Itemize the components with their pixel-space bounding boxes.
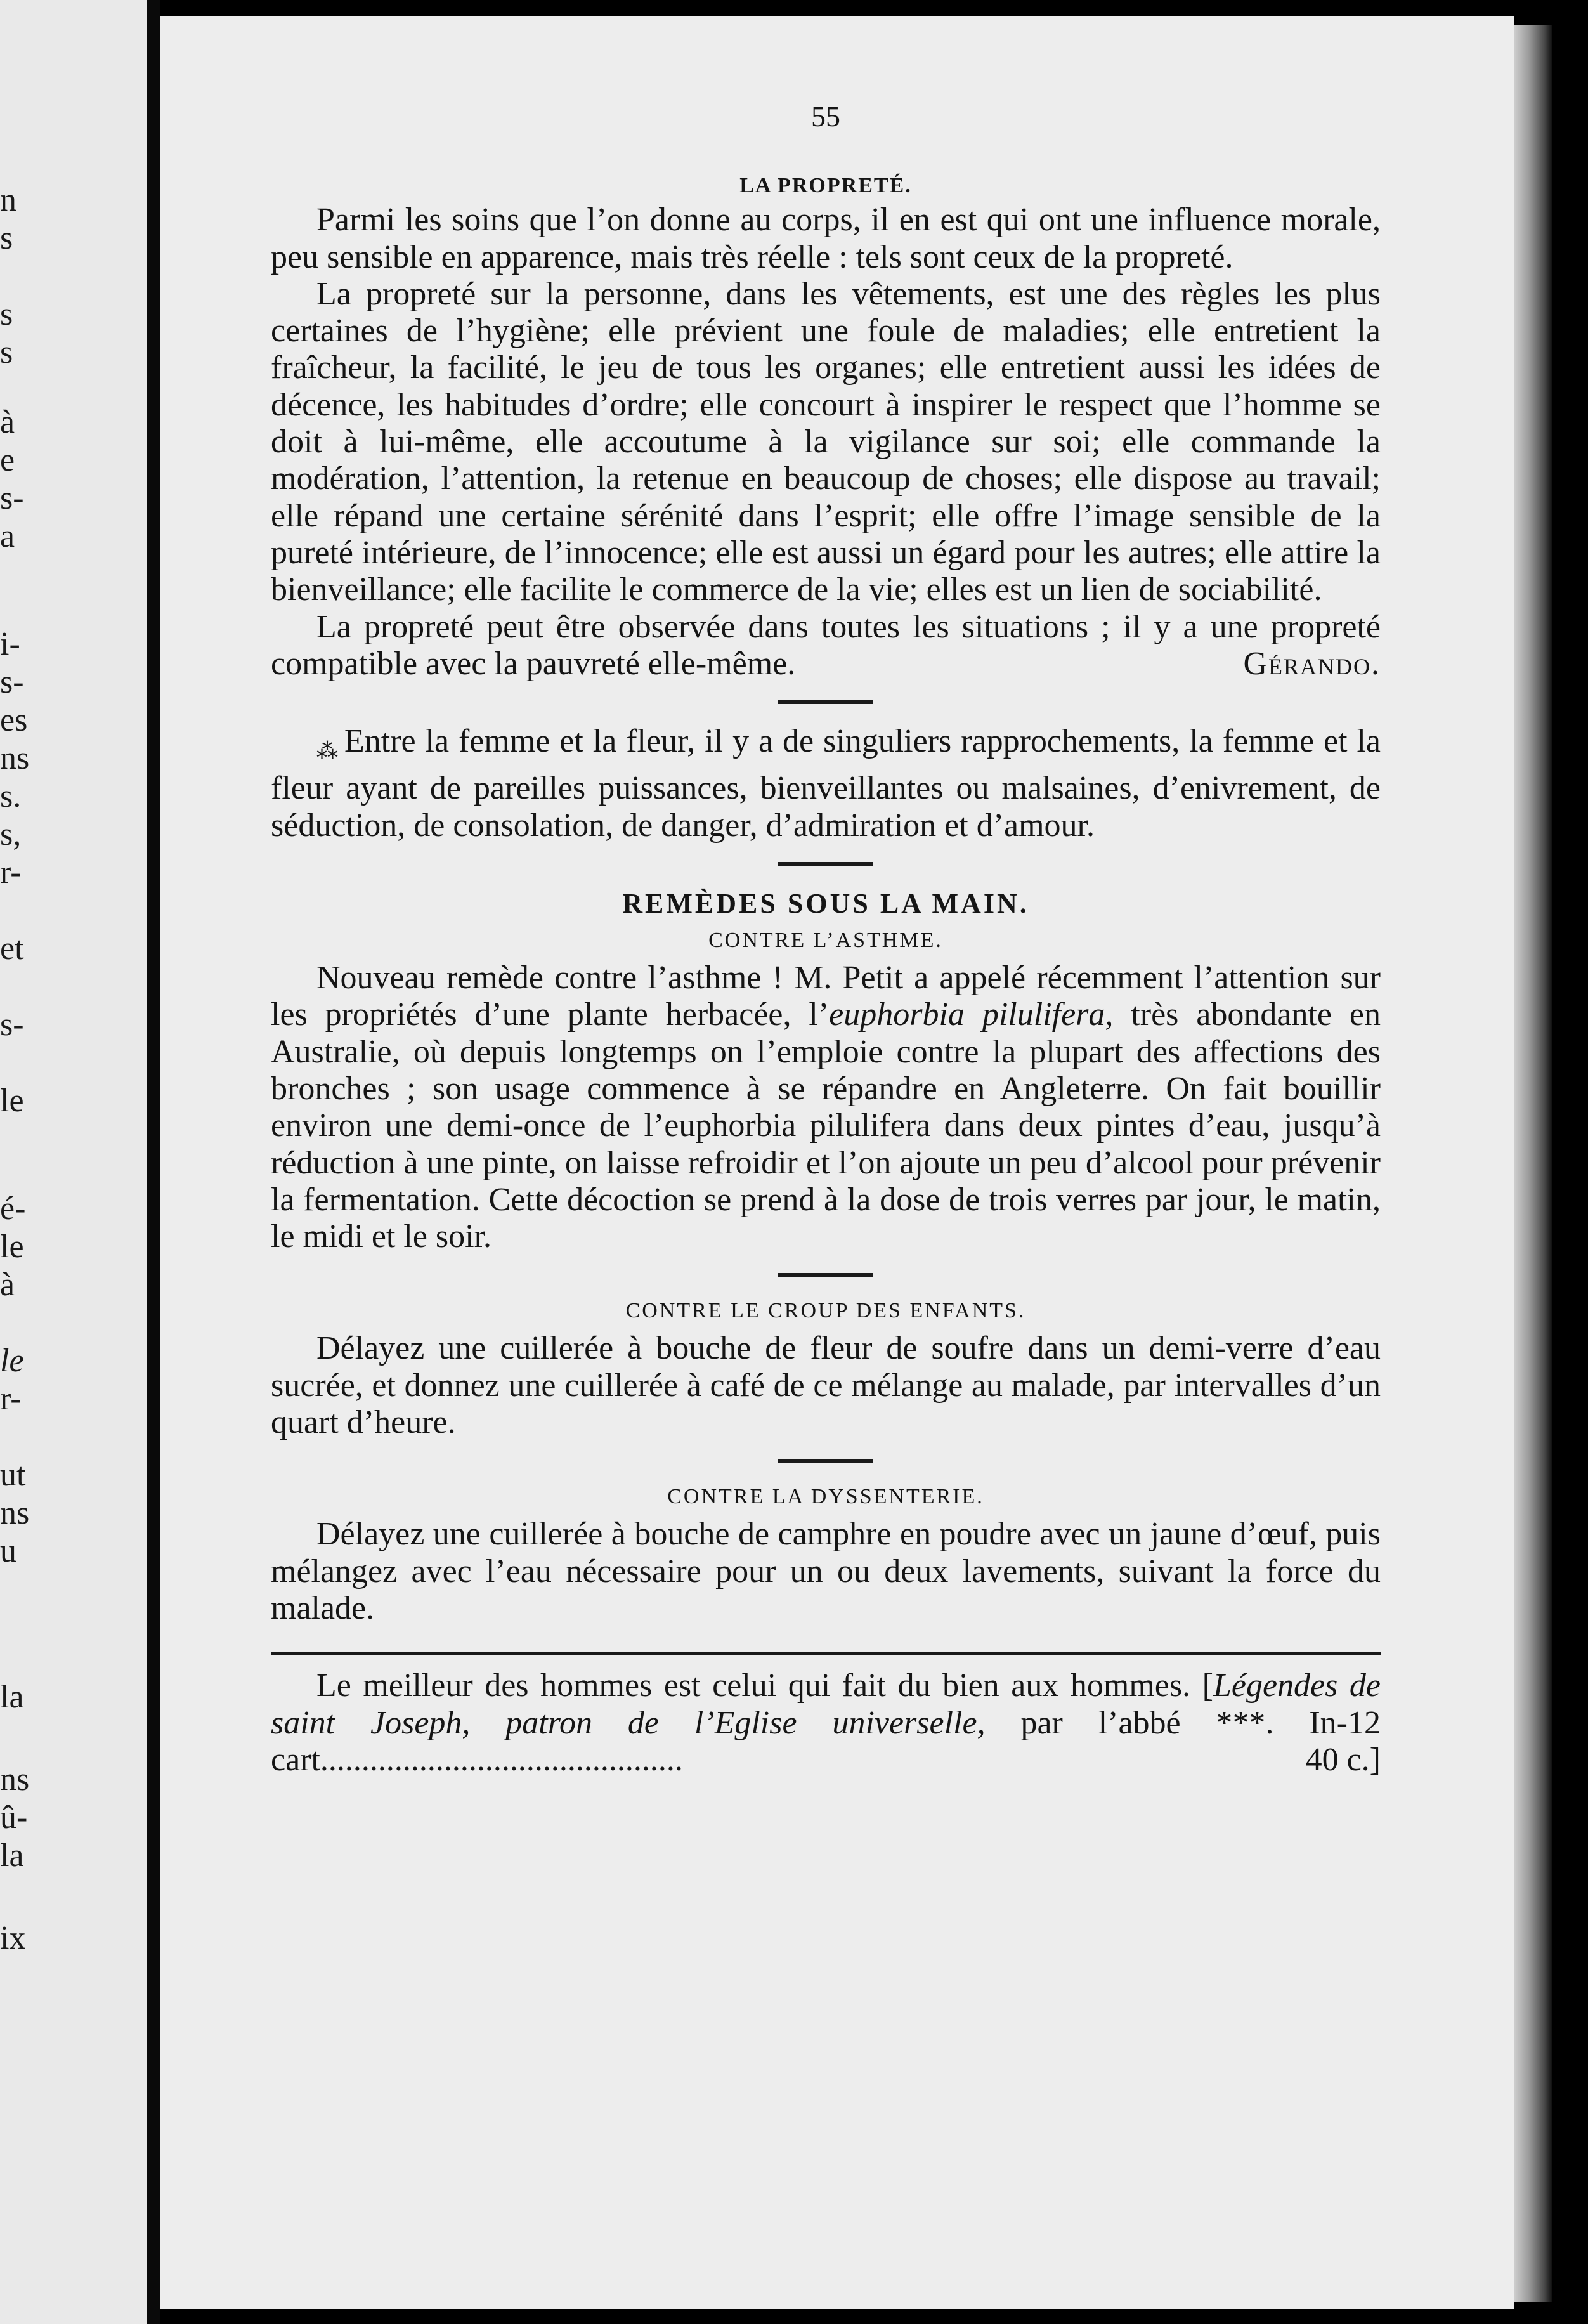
facing-page-text-fragment: e	[0, 442, 15, 478]
facing-page-text-fragment: ix	[0, 1920, 26, 1956]
page-number: 55	[811, 100, 840, 133]
footer-advertisement	[271, 1668, 1381, 1779]
facing-page-text-fragment: à	[0, 404, 15, 440]
facing-page-text-fragment: le	[0, 1343, 24, 1379]
page-content	[271, 98, 1381, 1779]
facing-page-text-fragment: ns	[0, 740, 30, 776]
footer-text: par l’abbé ***. In-12 cart............................................	[271, 1704, 1381, 1778]
facing-page-text-fragment: r-	[0, 1381, 22, 1417]
separator-rule	[778, 1273, 873, 1277]
facing-page-text-fragment: la	[0, 1679, 24, 1715]
paragraph: Parmi les soins que l’on donne au corps, il en est qui ont une influence morale, peu sensible en apparence, mais très réelle : tels sont ceux de la propreté.	[271, 202, 1381, 275]
facing-page-text-fragment: s-	[0, 1007, 24, 1043]
facing-page-text-fragment: es	[0, 702, 28, 738]
section-title-remedes: REMÈDES SOUS LA MAIN.	[622, 888, 1029, 920]
separator-rule	[778, 1459, 873, 1463]
book-title: Légendes de saint Joseph, patron de l’Eglise universelle,	[271, 1668, 1381, 1741]
footer-rule	[271, 1652, 1381, 1655]
subsection-title-asthme: CONTRE L’ASTHME.	[708, 929, 943, 953]
facing-page-text-fragment: la	[0, 1838, 24, 1874]
subsection-title-croup: CONTRE LE CROUP DES ENFANTS.	[625, 1299, 1026, 1323]
facing-page-text-fragment: n	[0, 182, 16, 218]
asterism-icon: ⁂	[316, 740, 338, 764]
facing-page-fragment	[0, 0, 147, 2324]
facing-page-text-fragment: r-	[0, 854, 22, 891]
footer-bracket: [	[1202, 1668, 1213, 1704]
facing-page-text-fragment: et	[0, 930, 24, 967]
page-edge	[1514, 25, 1552, 2302]
footer-text: Le meilleur des hommes est celui qui fait du bien aux hommes.	[316, 1668, 1202, 1704]
paragraph	[271, 960, 1381, 1255]
separator-rule	[778, 862, 873, 866]
book-gutter	[147, 0, 160, 2324]
paragraph-text: La propreté peut être observée dans toutes les situations ; il y a une propreté compatible avec la pauvreté elle-même.	[271, 608, 1381, 682]
facing-page-text-fragment: é-	[0, 1191, 26, 1227]
author-signature: Gérando.	[1243, 645, 1381, 682]
facing-page-text-fragment: s.	[0, 778, 22, 814]
facing-page-text-fragment: ns	[0, 1761, 30, 1798]
separator-rule	[778, 700, 873, 704]
facing-page-text-fragment: s-	[0, 664, 24, 700]
facing-page-text-fragment: û-	[0, 1799, 28, 1836]
facing-page-text-fragment: le	[0, 1083, 24, 1119]
facing-page-text-fragment: u	[0, 1533, 16, 1569]
price: 40 c.]	[1305, 1741, 1381, 1778]
facing-page-text-fragment: a	[0, 518, 15, 554]
subsection-title-dyssenterie: CONTRE LA DYSSENTERIE.	[667, 1485, 984, 1509]
paragraph-text: Nouveau remède contre l’asthme ! M. Petit a appelé récemment l’attention sur les propriétés d’une plante herbacée, l’	[271, 960, 1381, 1033]
facing-page-text-fragment: s,	[0, 816, 22, 852]
facing-page-text-fragment: s	[0, 220, 13, 256]
facing-page-text-fragment: ns	[0, 1495, 30, 1531]
paragraph: Délayez une cuillerée à bouche de camphre en poudre avec un jaune d’œuf, puis mélangez avec l’eau nécessaire pour un ou deux lavements, suivant la force du malade.	[271, 1516, 1381, 1626]
paragraph-text: très abondante en Australie, où depuis longtemps on l’emploie contre la plupart des affections des bronches ; son usage commence à se répandre en Angleterre. On fait bouillir environ une demi-once de l’euphorbia pilulifera dans deux pintes d’eau, jusqu’à réduction à une pinte, on laisse refroidir et l’on ajoute un peu d’alcool pour prévenir la fermentation. Cette décoction se prend à la dose de trois verres par jour, le matin, le midi et le soir.	[271, 996, 1381, 1255]
book-page	[160, 16, 1514, 2309]
species-name: euphorbia pilulifera,	[829, 996, 1114, 1033]
paragraph	[271, 723, 1381, 844]
paragraph	[271, 609, 1381, 683]
section-title-proprete: LA PROPRETÉ.	[739, 174, 912, 198]
facing-page-text-fragment: i-	[0, 626, 20, 662]
paragraph: Délayez une cuillerée à bouche de fleur de soufre dans un demi-verre d’eau sucrée, et donnez une cuillerée à café de ce mélange au malade, par intervalles d’un quart d’heure.	[271, 1330, 1381, 1441]
facing-page-text-fragment: le	[0, 1229, 24, 1265]
paragraph: La propreté sur la personne, dans les vêtements, est une des règles les plus certaines de l’hygiène; elle prévient une foule de maladies; elle entretient la fraîcheur, la facilité, le jeu de tous les organes; elle entretient aussi les idées de décence, les habitudes d’ordre; elle concourt à inspirer le respect que l’homme se doit à lui-même, elle accoutume à la vigilance sur soi; elle commande la modération, l’attention, la retenue en beaucoup de choses; elle dispose au travail; elle répand une certaine sérénité dans l’esprit; elle offre l’image sensible de la pureté intérieure, de l’innocence; elle est aussi un égard pour les autres; elle attire la bienveillance; elle facilite le commerce de la vie; elles est un lien de sociabilité.	[271, 275, 1381, 608]
facing-page-text-fragment: s	[0, 296, 13, 332]
facing-page-text-fragment: ut	[0, 1457, 26, 1493]
facing-page-text-fragment: s-	[0, 480, 24, 516]
facing-page-text-fragment: s	[0, 334, 13, 370]
paragraph-text: Entre la femme et la fleur, il y a de singuliers rapprochements, la femme et la fleur ayant de pareilles puissances, bienveillantes ou malsaines, d’enivrement, de séduction, de consolation, de danger, d’admiration et d’amour.	[271, 723, 1381, 844]
facing-page-text-fragment: à	[0, 1267, 15, 1303]
